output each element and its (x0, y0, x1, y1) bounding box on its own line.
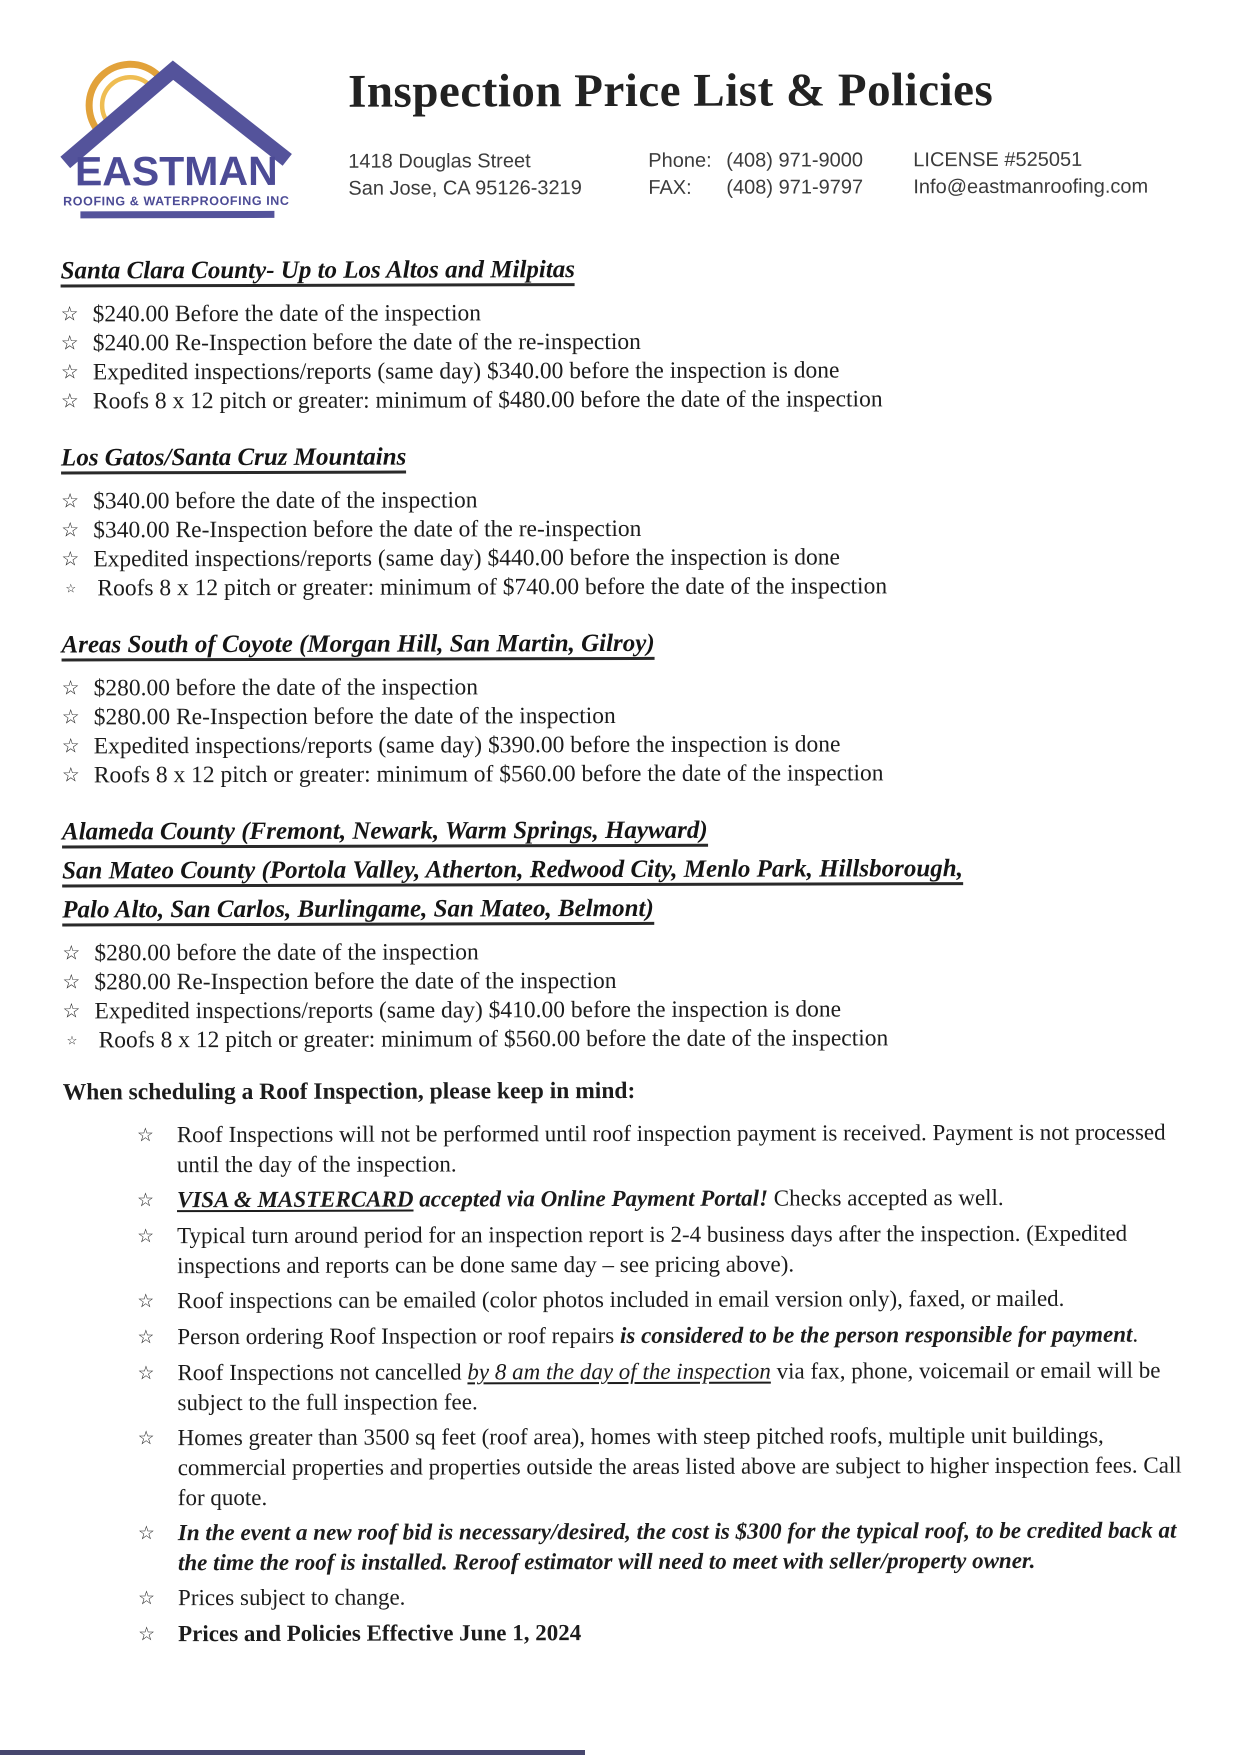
scan-artifact (0, 1750, 585, 1755)
price-list-item (62, 966, 1182, 998)
star-bullet-icon: ☆ (61, 735, 80, 758)
price-section (61, 251, 1181, 417)
section-heading-line (62, 812, 1182, 854)
section-heading-text: Los Gatos/Santa Cruz Mountains (61, 444, 406, 475)
logo-company-name: EASTMAN (74, 147, 278, 195)
section-heading-line (62, 851, 1182, 893)
price-item-text: $240.00 Re-Inspection before the date of the re-inspection (92, 328, 641, 357)
policy-item-text (177, 1284, 1183, 1318)
policy-item-text (177, 1356, 1183, 1419)
policy-list-item (138, 1581, 1184, 1615)
star-bullet-icon: ☆ (61, 548, 80, 571)
price-list-item (62, 730, 1182, 762)
policy-text-segment: Typical turn around period for an inspection report is 2-4 business days after the inspection. (Expedited inspections and reports can be done same day – see pricing above). (177, 1220, 1128, 1279)
price-list-item (63, 1024, 1183, 1056)
address-line-1: 1418 Douglas Street (348, 150, 531, 173)
policy-text-segment: via fax, phone, voicemail or email will be subject to the full inspection fee. (177, 1357, 1161, 1416)
section-heading (62, 812, 1182, 932)
fax-label: FAX: (648, 176, 692, 199)
policy-text-segment: Prices subject to change. (177, 1584, 406, 1611)
section-items (61, 298, 1181, 417)
license-email-block (913, 147, 1180, 202)
policy-text-segment: Roof inspections can be emailed (color photos included in email version only), faxed, or mailed. (177, 1285, 1065, 1314)
phone-label: Phone: (648, 149, 712, 172)
policy-item-text (178, 1617, 1184, 1651)
price-item-text: $280.00 before the date of the inspection (93, 674, 479, 702)
policy-list-item (138, 1617, 1184, 1651)
price-item-text: $340.00 Re-Inspection before the date of the re-inspection (93, 515, 642, 544)
company-logo (60, 51, 300, 224)
policy-list-item (137, 1284, 1183, 1318)
section-heading-text: Palo Alto, San Carlos, Burlingame, San Mateo, Belmont) (62, 895, 654, 927)
price-list-item (61, 572, 1181, 604)
policy-list-item (138, 1421, 1184, 1514)
policy-item-text (178, 1581, 1184, 1615)
policy-text-segment: Homes greater than 3500 sq feet (roof area), homes with steep pitched roofs, multiple unit buildings, commercial properties and properties outside the areas listed above are subject to higher inspection fees. Call for quote. (177, 1422, 1182, 1511)
price-list-item (61, 385, 1181, 417)
policy-list-item (138, 1516, 1184, 1579)
star-bullet-icon: ☆ (61, 677, 80, 700)
section-heading-text: Santa Clara County- Up to Los Altos and Milpitas (61, 256, 576, 287)
price-item-text: $280.00 Re-Inspection before the date of the inspection (93, 703, 616, 731)
star-bullet-icon: ☆ (60, 390, 79, 413)
price-list-item (62, 701, 1182, 733)
price-item-text: Expedited inspections/reports (same day) $390.00 before the inspection is done (93, 731, 841, 760)
star-bullet-icon: ☆ (137, 1363, 155, 1385)
price-list-item (61, 327, 1181, 359)
policy-text-segment: Roof Inspections will not be performed until roof inspection payment is received. Payment is not processed until the day of the inspection. (176, 1119, 1166, 1178)
section-heading-text: Alameda County (Fremont, Newark, Warm Springs, Hayward) (62, 817, 708, 849)
star-bullet-icon: ☆ (137, 1327, 155, 1349)
policy-text-segment: . (1132, 1321, 1139, 1347)
price-list-item (61, 543, 1181, 575)
section-heading (61, 625, 1181, 667)
logo-tagline: ROOFING & WATERPROOFING INC (63, 193, 290, 209)
price-item-text: $280.00 before the date of the inspection (94, 939, 479, 967)
policy-text-segment: In the event a new roof bid is necessary/desired, the cost is $300 for the typical roof, to be credited back at the time the roof is installed. Reroof estimator will need to meet with seller/property owner. (177, 1517, 1177, 1576)
policy-item-text (177, 1118, 1183, 1181)
price-item-text: Roofs 8 x 12 pitch or greater: minimum of $740.00 before the date of the inspection (97, 573, 888, 602)
license-number: LICENSE #525051 (913, 148, 1083, 172)
policy-item-text (177, 1183, 1183, 1217)
phone-number: (408) 971-9000 (726, 149, 864, 172)
section-items (62, 672, 1182, 791)
star-bullet-icon: ☆ (60, 361, 79, 384)
price-section (62, 812, 1183, 1056)
policy-text-segment: Roof Inspections not cancelled (177, 1359, 468, 1386)
logo-underline-bar (80, 211, 274, 219)
section-heading-line (61, 251, 1181, 293)
price-item-text: $280.00 Re-Inspection before the date of the inspection (94, 968, 617, 996)
section-items (61, 485, 1181, 604)
price-item-text: $340.00 before the date of the inspection (93, 487, 478, 515)
star-bullet-icon: ☆ (60, 303, 79, 326)
policy-list-item (137, 1356, 1183, 1419)
star-bullet-icon: ☆ (61, 764, 80, 787)
policy-text-segment: VISA & MASTERCARD (176, 1186, 414, 1213)
star-bullet-icon: ☆ (60, 332, 79, 355)
star-bullet-icon: ☆ (61, 706, 80, 729)
policy-item-text (177, 1320, 1183, 1354)
policy-item-text (178, 1516, 1184, 1579)
section-heading (61, 251, 1181, 293)
price-list-item (61, 356, 1181, 388)
policies-section (63, 1077, 1184, 1651)
star-bullet-icon: ☆ (62, 1000, 81, 1023)
price-section (61, 625, 1181, 791)
star-bullet-icon: ☆ (137, 1291, 155, 1313)
star-bullet-icon: ☆ (138, 1624, 156, 1646)
star-bullet-icon: ☆ (61, 519, 80, 542)
star-bullet-icon: ☆ (65, 581, 77, 596)
price-list-item (61, 485, 1181, 517)
star-bullet-icon: ☆ (62, 942, 81, 965)
price-list-item (61, 298, 1181, 330)
section-heading-line (61, 438, 1181, 480)
policy-text-segment: Prices and Policies Effective June 1, 2024 (178, 1620, 582, 1647)
page-title: Inspection Price List & Policies (348, 64, 994, 118)
star-bullet-icon: ☆ (137, 1588, 156, 1610)
price-list-item (62, 995, 1182, 1027)
policies-heading: When scheduling a Roof Inspection, please keep in mind: (62, 1077, 636, 1106)
policy-item-text (177, 1219, 1183, 1282)
fax-number: (408) 971-9797 (726, 176, 864, 199)
star-bullet-icon: ☆ (136, 1125, 154, 1147)
price-item-text: Expedited inspections/reports (same day) $340.00 before the inspection is done (92, 357, 840, 386)
policy-text-segment: Person ordering Roof Inspection or roof repairs (177, 1323, 621, 1350)
price-item-text: Expedited inspections/reports (same day) $410.00 before the inspection is done (94, 996, 842, 1025)
price-item-text: Roofs 8 x 12 pitch or greater: minimum of $560.00 before the date of the inspection (93, 760, 884, 789)
star-bullet-icon: ☆ (137, 1226, 155, 1248)
star-bullet-icon: ☆ (66, 1033, 78, 1048)
price-item-text: Roofs 8 x 12 pitch or greater: minimum of $480.00 before the date of the inspection (92, 386, 883, 415)
price-list-item (62, 672, 1182, 704)
price-section (61, 438, 1181, 604)
price-list-item (62, 937, 1182, 969)
star-bullet-icon: ☆ (137, 1523, 155, 1545)
policy-list-item (137, 1183, 1183, 1217)
contact-info-row (348, 147, 1180, 203)
section-heading-text: San Mateo County (Portola Valley, Atherton, Redwood City, Menlo Park, Hillsborough, (62, 855, 963, 887)
policy-list-item (137, 1320, 1183, 1354)
policy-list-item (137, 1219, 1183, 1282)
price-item-text: $240.00 Before the date of the inspection (92, 300, 481, 328)
phone-fax-block (648, 147, 913, 202)
policy-text-segment: accepted via Online Payment Portal! (419, 1185, 769, 1212)
price-list-item (61, 514, 1181, 546)
section-heading (61, 438, 1181, 480)
policy-text-segment: is considered to be the person responsible for payment (619, 1321, 1133, 1349)
star-bullet-icon: ☆ (136, 1190, 155, 1212)
policy-text-segment: Checks accepted as well. (767, 1184, 1004, 1211)
policy-item-text (178, 1421, 1184, 1514)
policy-text-segment: by 8 am the day of the inspection (467, 1358, 771, 1385)
section-items (62, 937, 1182, 1056)
roof-sun-logo-icon (60, 51, 292, 224)
company-address (348, 148, 648, 203)
price-list-item (62, 759, 1182, 791)
star-bullet-icon: ☆ (61, 490, 80, 513)
email-address: Info@eastmanroofing.com (913, 175, 1149, 199)
policy-list-item (137, 1118, 1183, 1181)
star-bullet-icon: ☆ (62, 971, 81, 994)
letterhead (60, 49, 1180, 224)
star-bullet-icon: ☆ (137, 1428, 155, 1450)
policy-list (137, 1118, 1184, 1651)
section-heading-text: Areas South of Coyote (Morgan Hill, San Martin, Gilroy) (61, 630, 654, 662)
address-line-2: San Jose, CA 95126-3219 (348, 177, 582, 200)
price-item-text: Expedited inspections/reports (same day) $440.00 before the inspection is done (93, 544, 840, 573)
price-sections (61, 251, 1183, 1056)
letterhead-text (300, 49, 1180, 223)
price-item-text: Roofs 8 x 12 pitch or greater: minimum of $560.00 before the date of the inspection (98, 1025, 889, 1054)
section-heading-line (61, 625, 1181, 667)
section-heading-line (62, 890, 1182, 932)
